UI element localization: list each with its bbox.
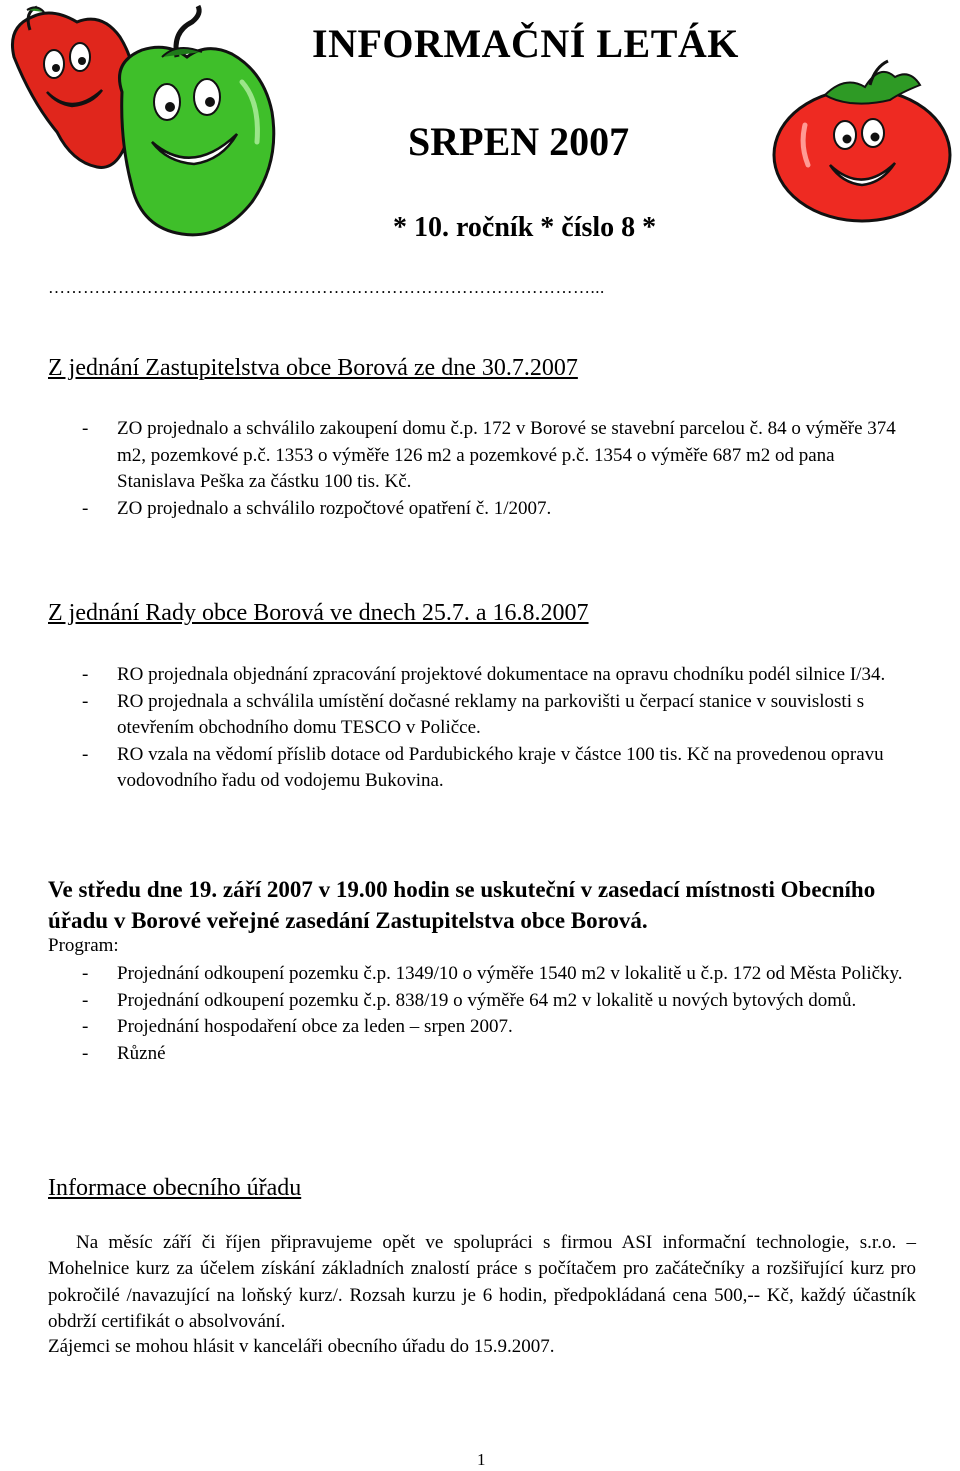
list-item: - Projednání odkoupení pozemku č.p. 838/19 o výměře 64 m2 v lokalitě u nových bytových domů. — [82, 988, 916, 1015]
list-item: - Projednání odkoupení pozemku č.p. 1349/10 o výměře 1540 m2 v lokalitě u č.p. 172 od Města Poličky. — [82, 961, 916, 988]
list-item: - ZO projednalo a schválilo zakoupení domu č.p. 172 v Borové se stavební parcelou č. 84 o výměře 374 m2, pozemkové p.č. 1353 o výměře 126 m2 a pozemkové p.č. 1354 o výměře 687 m2 od pana Stanislava Peška za částku 100 tis. Kč. — [82, 416, 916, 496]
program-label: Program: — [48, 935, 119, 956]
list-item: - RO projednala objednání zpracování projektové dokumentace na opravu chodníku podél silnice I/34. — [82, 662, 916, 689]
leaflet-month: SRPEN 2007 — [408, 119, 630, 164]
program-list — [82, 961, 916, 1067]
page-number: 1 — [477, 1450, 486, 1469]
dotted-separator: …………………………………………………………………………………... — [48, 278, 605, 297]
info-heading: Informace obecního úřadu — [48, 1175, 302, 1201]
list-item: - ZO projednalo a schválilo rozpočtové opatření č. 1/2007. — [82, 496, 916, 523]
zastupitelstvo-heading: Z jednání Zastupitelstva obce Borová ze dne 30.7.2007 — [48, 355, 578, 381]
list-item: - RO vzala na vědomí příslib dotace od Pardubického kraje v částce 100 tis. Kč na provedenou opravu vodovodního řadu od vodojemu Bukovina. — [82, 742, 916, 795]
info-paragraph-text: Na měsíc září či říjen připravujeme opět ve spolupráci s firmou ASI informační technologie, s.r.o. – Mohelnice kurz za účelem získání základních znalostí práce s počítačem pro začátečníky a rozšiřující kurz pro pokročilé /navazující na loňský kurz/. Rozsah kurzu je 6 hodin, předpokládaná cena 500,-- Kč, každý účastník obdrží certifikát o absolvování. — [48, 1232, 916, 1332]
leaflet-issue: * 10. ročník * číslo 8 * — [393, 212, 657, 243]
cartoon-tomato-icon — [770, 55, 960, 225]
list-item: - Různé — [82, 1041, 916, 1068]
leaflet-title: INFORMAČNÍ LETÁK — [312, 21, 739, 66]
meeting-announcement: Ve středu dne 19. září 2007 v 19.00 hodin se uskuteční v zasedací místnosti Obecního úřadu v Borové veřejné zasedání Zastupitelstva obce Borová. — [48, 877, 876, 933]
list-item: - Projednání hospodaření obce za leden – srpen 2007. — [82, 1014, 916, 1041]
info-paragraph — [48, 1230, 916, 1335]
zastupitelstvo-list — [82, 416, 916, 522]
list-item: - RO projednala a schválila umístění dočasné reklamy na parkovišti u čerpací stanice v souvislosti s otevřením obchodního domu TESCO v Poličce. — [82, 689, 916, 742]
rada-list — [82, 662, 916, 795]
cartoon-peppers-icon — [2, 2, 287, 242]
rada-heading: Z jednání Rady obce Borová ve dnech 25.7. a 16.8.2007 — [48, 600, 589, 626]
info-contact: Zájemci se mohou hlásit v kanceláři obecního úřadu do 15.9.2007. — [48, 1336, 555, 1357]
